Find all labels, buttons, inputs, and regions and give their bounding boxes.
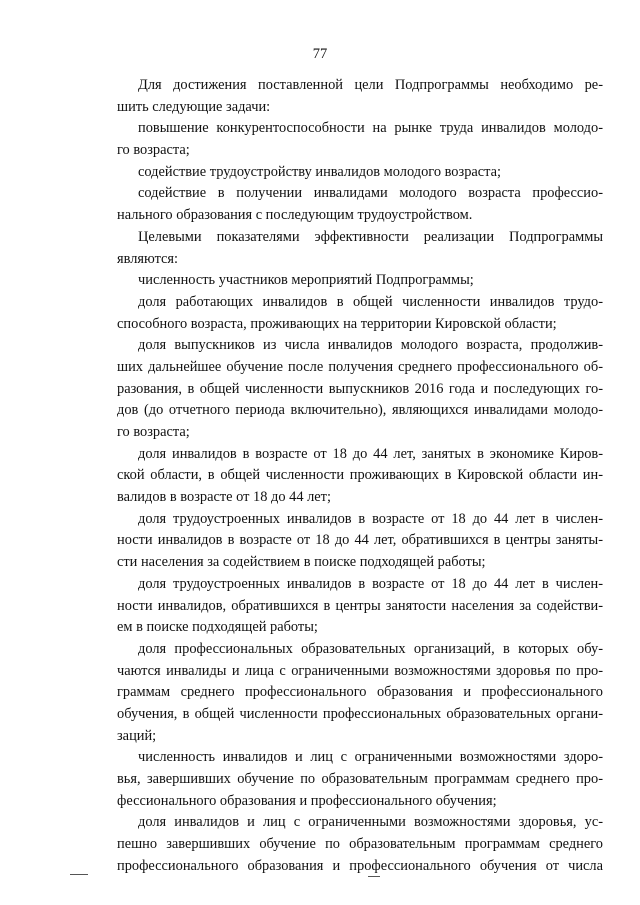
paragraph	[117, 509, 603, 574]
text-line: сти населения за содействием в поиске подходящей работы;	[117, 554, 486, 571]
text-line: Для достижения поставленной цели Подпрограммы необходимо ре-	[138, 77, 603, 93]
paragraph	[117, 639, 603, 747]
text-line: численность инвалидов и лиц с ограниченными возможностями здоро-	[138, 749, 603, 766]
text-line: Целевыми показателями эффективности реализации Подпрограммы	[138, 228, 603, 245]
document-body	[117, 75, 603, 877]
text-line: содействие трудоустройству инвалидов молодого возраста;	[138, 163, 502, 180]
paragraph	[117, 812, 603, 877]
text-line: шить следующие задачи:	[117, 98, 271, 115]
text-line: го возраста;	[117, 424, 190, 440]
text-line: фессионального образования и профессионального обучения;	[117, 792, 497, 809]
text-line: доля профессиональных образовательных организаций, в которых обу-	[138, 640, 603, 657]
text-line: чаются инвалиды и лица с ограниченными возможностями здоровья по про-	[117, 662, 603, 679]
scan-artifact	[368, 876, 380, 877]
text-line: обучения, в общей численности профессиональных образовательных органи-	[117, 705, 603, 722]
text-line: го возраста;	[117, 142, 190, 159]
text-line: содействие в получении инвалидами молодого возраста профессио-	[138, 185, 603, 202]
paragraph	[117, 118, 603, 161]
page-number: 77	[312, 46, 328, 62]
text-line: повышение конкурентоспособности на рынке труда инвалидов молодо-	[138, 120, 603, 137]
paragraph	[117, 747, 603, 812]
text-line: вья, завершивших обучение по образовательным программам среднего про-	[117, 771, 603, 787]
paragraph	[117, 335, 603, 443]
paragraph	[117, 270, 603, 292]
text-line: заций;	[117, 727, 157, 744]
text-line: являются:	[117, 250, 179, 267]
text-line: пешно завершивших обучение по образовательным программам среднего	[117, 836, 603, 853]
text-line: профессионального образования и профессионального обучения от числа	[117, 857, 603, 874]
paragraph	[117, 75, 603, 118]
text-line: ших дальнейшее обучение после получения среднего профессионального об-	[117, 358, 603, 375]
text-line: доля работающих инвалидов в общей численности инвалидов трудо-	[138, 293, 603, 310]
text-line: доля выпускников из числа инвалидов молодого возраста, продолжив-	[138, 337, 603, 354]
paragraph	[117, 183, 603, 226]
text-line: нального образования с последующим трудоустройством.	[117, 207, 473, 224]
text-line: ской области, в общей численности проживающих в Кировской области ин-	[117, 467, 603, 484]
paragraph	[117, 444, 603, 509]
paragraph	[117, 292, 603, 335]
text-line: ности инвалидов, обратившихся в центры занятости населения за содействи-	[117, 597, 603, 614]
text-line: доля трудоустроенных инвалидов в возрасте от 18 до 44 лет в числен-	[138, 510, 603, 527]
text-line: доля трудоустроенных инвалидов в возрасте от 18 до 44 лет в числен-	[138, 575, 603, 592]
scan-artifact	[70, 874, 88, 875]
text-line: валидов в возрасте от 18 до 44 лет;	[117, 489, 331, 506]
text-line: разования, в общей численности выпускников 2016 года и последующих го-	[117, 380, 603, 397]
text-line: доля инвалидов и лиц с ограниченными возможностями здоровья, ус-	[138, 814, 603, 831]
text-line: доля инвалидов в возрасте от 18 до 44 лет, занятых в экономике Киров-	[138, 445, 603, 462]
text-line: ности инвалидов в возрасте от 18 до 44 лет, обратившихся в центры заняты-	[117, 532, 603, 549]
text-line: способного возраста, проживающих на территории Кировской области;	[117, 315, 557, 332]
text-line: численность участников мероприятий Подпрограммы;	[138, 272, 474, 289]
text-line: дов (до отчетного периода включительно), являющихся инвалидами молодо-	[117, 402, 603, 419]
paragraph	[117, 162, 603, 184]
text-line: ем в поиске подходящей работы;	[117, 619, 318, 636]
paragraph	[117, 574, 603, 639]
paragraph	[117, 227, 603, 270]
text-line: граммам среднего профессионального образования и профессионального	[117, 684, 603, 701]
